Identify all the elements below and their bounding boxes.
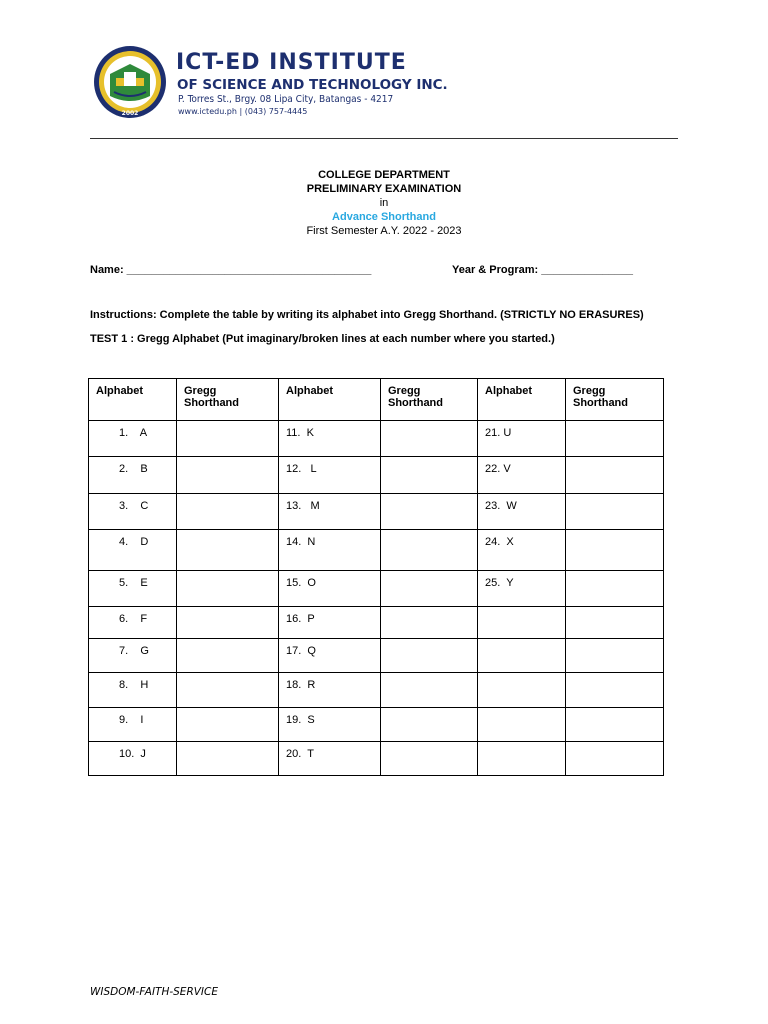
alphabet-cell — [478, 673, 566, 708]
alphabet-cell: 14. N — [279, 530, 381, 571]
alphabet-cell: 19. S — [279, 708, 381, 742]
test-title: TEST 1 : Gregg Alphabet (Put imaginary/broken lines at each number where you started.) — [90, 333, 555, 345]
shorthand-answer-cell[interactable] — [566, 708, 664, 742]
alphabet-cell: 18. R — [279, 673, 381, 708]
department-heading: COLLEGE DEPARTMENT — [318, 169, 450, 181]
alphabet-cell — [478, 607, 566, 639]
alphabet-cell: 5. E — [89, 571, 177, 607]
alphabet-cell: 6. F — [89, 607, 177, 639]
shorthand-answer-cell[interactable] — [177, 673, 279, 708]
alphabet-cell: 23. W — [478, 494, 566, 530]
header-cell: Alphabet — [478, 379, 566, 421]
alphabet-cell: 7. G — [89, 639, 177, 673]
shorthand-answer-cell[interactable] — [381, 639, 478, 673]
logo-year: 2002 — [121, 110, 139, 117]
table-row — [89, 607, 664, 639]
subject-title: Advance Shorthand — [332, 211, 436, 223]
institution-subtitle: OF SCIENCE AND TECHNOLOGY INC. — [177, 77, 448, 93]
shorthand-answer-cell[interactable] — [566, 742, 664, 776]
shorthand-answer-cell[interactable] — [381, 607, 478, 639]
year-program-field[interactable]: Year & Program: _______________ — [452, 264, 634, 276]
alphabet-cell: 2. B — [89, 457, 177, 494]
shorthand-answer-cell[interactable] — [177, 708, 279, 742]
table-row — [89, 421, 664, 457]
header-divider — [90, 138, 678, 139]
shorthand-answer-cell[interactable] — [566, 457, 664, 494]
alphabet-cell: 15. O — [279, 571, 381, 607]
shorthand-answer-cell[interactable] — [177, 421, 279, 457]
alphabet-cell — [478, 742, 566, 776]
institution-address: P. Torres St., Brgy. 08 Lipa City, Batangas - 4217 — [178, 94, 394, 105]
instructions-text: Instructions: Complete the table by writing its alphabet into Gregg Shorthand. (STRICTLY NO ERASURES) — [90, 309, 644, 321]
shorthand-answer-cell[interactable] — [381, 494, 478, 530]
motto-footer: WISDOM-FAITH-SERVICE — [90, 986, 218, 998]
table-row — [89, 457, 664, 494]
shorthand-answer-cell[interactable] — [177, 742, 279, 776]
alphabet-cell: 22. V — [478, 457, 566, 494]
shorthand-answer-cell[interactable] — [566, 530, 664, 571]
connector-text: in — [379, 197, 389, 209]
table-row — [89, 708, 664, 742]
alphabet-cell: 1. A — [89, 421, 177, 457]
table-row — [89, 742, 664, 776]
shorthand-answer-cell[interactable] — [381, 571, 478, 607]
shorthand-answer-cell[interactable] — [177, 457, 279, 494]
shorthand-answer-cell[interactable] — [177, 639, 279, 673]
shorthand-answer-cell[interactable] — [566, 571, 664, 607]
alphabet-cell: 24. X — [478, 530, 566, 571]
shorthand-answer-cell[interactable] — [566, 421, 664, 457]
shorthand-answer-cell[interactable] — [381, 742, 478, 776]
institution-name: ICT-ED INSTITUTE — [176, 50, 407, 75]
alphabet-cell: 3. C — [89, 494, 177, 530]
alphabet-cell: 8. H — [89, 673, 177, 708]
header-cell: Gregg Shorthand — [381, 379, 478, 421]
alphabet-cell: 17. Q — [279, 639, 381, 673]
header-cell: Gregg Shorthand — [566, 379, 664, 421]
alphabet-cell: 21. U — [478, 421, 566, 457]
shorthand-answer-cell[interactable] — [381, 673, 478, 708]
shorthand-answer-cell[interactable] — [381, 530, 478, 571]
table-row — [89, 571, 664, 607]
alphabet-cell: 4. D — [89, 530, 177, 571]
shorthand-answer-cell[interactable] — [381, 708, 478, 742]
alphabet-cell: 12. L — [279, 457, 381, 494]
table-row — [89, 639, 664, 673]
alphabet-cell: 11. K — [279, 421, 381, 457]
name-field[interactable]: Name: ________________________________________ — [90, 264, 372, 276]
institution-contact: www.ictedu.ph | (043) 757-4445 — [178, 107, 308, 116]
header-cell: Alphabet — [279, 379, 381, 421]
table-row — [89, 530, 664, 571]
shorthand-answer-cell[interactable] — [381, 421, 478, 457]
alphabet-cell — [478, 639, 566, 673]
alphabet-cell: 16. P — [279, 607, 381, 639]
header-cell: Gregg Shorthand — [177, 379, 279, 421]
alphabet-cell: 13. M — [279, 494, 381, 530]
shorthand-answer-cell[interactable] — [566, 607, 664, 639]
header-cell: Alphabet — [89, 379, 177, 421]
alphabet-cell: 25. Y — [478, 571, 566, 607]
gregg-alphabet-table — [88, 378, 664, 776]
shorthand-answer-cell[interactable] — [566, 494, 664, 530]
term-text: First Semester A.Y. 2022 - 2023 — [306, 225, 462, 237]
shorthand-answer-cell[interactable] — [177, 571, 279, 607]
shorthand-answer-cell[interactable] — [566, 673, 664, 708]
table-header-row — [89, 379, 664, 421]
shorthand-answer-cell[interactable] — [177, 607, 279, 639]
alphabet-cell: 20. T — [279, 742, 381, 776]
shorthand-answer-cell[interactable] — [381, 457, 478, 494]
shorthand-answer-cell[interactable] — [566, 639, 664, 673]
alphabet-cell: 10. J — [89, 742, 177, 776]
shorthand-answer-cell[interactable] — [177, 494, 279, 530]
exam-heading: PRELIMINARY EXAMINATION — [306, 183, 462, 195]
alphabet-cell — [478, 708, 566, 742]
institute-seal-logo — [90, 44, 170, 120]
alphabet-cell: 9. I — [89, 708, 177, 742]
shorthand-answer-cell[interactable] — [177, 530, 279, 571]
table-row — [89, 673, 664, 708]
table-row — [89, 494, 664, 530]
